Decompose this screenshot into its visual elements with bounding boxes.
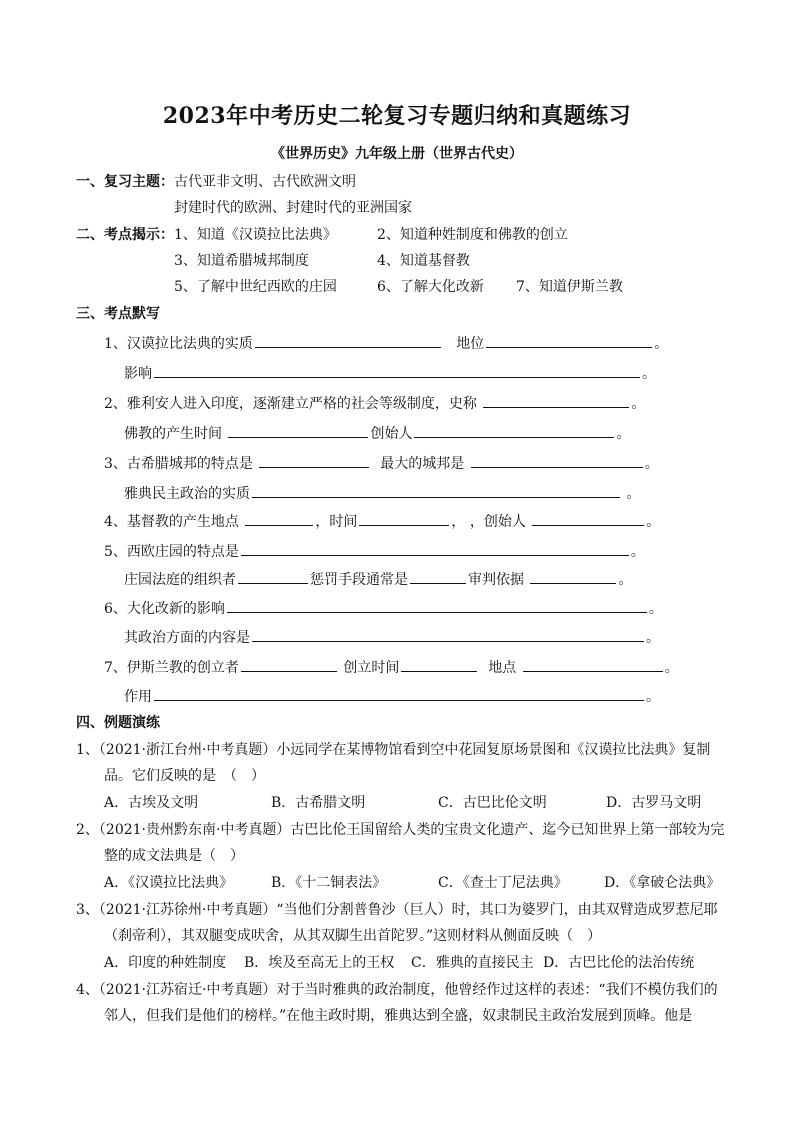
question-3-line-2: （刹帝利），其双腿变成吠舍，从其双脚生出首陀罗。”这则材料从侧面反映（ ） xyxy=(104,928,602,944)
blank-field[interactable] xyxy=(471,453,643,468)
fill-q5-line-1: 5、西欧庄园的特点是 。 xyxy=(104,541,645,562)
question-2-option-d[interactable]: D．《拿破仑法典》 xyxy=(604,875,721,891)
blank-field[interactable] xyxy=(532,511,644,526)
section-4-heading: 四、例题演练 xyxy=(76,715,160,731)
question-3-option-b[interactable]: B．埃及至高无上的王权 xyxy=(244,955,395,971)
fill-q5-line-2: 庄园法庭的组织者 惩罚手段通常是 审判依据 。 xyxy=(124,569,632,590)
question-1-option-c[interactable]: C．古巴比伦文明 xyxy=(438,795,547,811)
question-3-option-a[interactable]: A．印度的种姓制度 xyxy=(104,955,227,971)
blank-field[interactable] xyxy=(530,569,616,584)
question-1-line-2: 品。它们反映的是 （ ） xyxy=(104,768,265,784)
blank-field[interactable] xyxy=(241,657,337,672)
section-3-heading: 三、考点默写 xyxy=(76,306,160,322)
question-2-line-1: 2、（2021·贵州黔东南·中考真题）古巴比伦王国留给人类的宝贵文化遗产、迄今已知世界上第一部较为完 xyxy=(76,822,725,838)
blank-field[interactable] xyxy=(245,511,313,526)
question-1-option-d[interactable]: D．古罗马文明 xyxy=(606,795,702,811)
fill-q1-line-2: 影响 。 xyxy=(124,363,656,384)
page-title: 2023年中考历史二轮复习专题归纳和真题练习 xyxy=(162,103,632,129)
blank-field[interactable] xyxy=(401,657,477,672)
point-6: 6、了解大化改新 xyxy=(377,279,484,295)
blank-field[interactable] xyxy=(154,686,644,701)
section-1-line-1 xyxy=(76,172,356,192)
fill-q6-line-1: 6、大化改新的影响 。 xyxy=(104,598,663,619)
fill-q2-line-1: 2、雅利安人进入印度，逐渐建立严格的社会等级制度，史称 。 xyxy=(104,393,645,414)
fill-q3-line-2: 雅典民主政治的实质 。 xyxy=(124,483,640,504)
question-2-line-2: 整的成文法典是（ ） xyxy=(104,848,244,864)
fill-q1-line-1: 1、汉谟拉比法典的实质 地位 。 xyxy=(104,333,668,354)
blank-field[interactable] xyxy=(414,423,614,438)
question-4-line-2: 邻人，但我们是他们的榜样。”在他主政时期，雅典达到全盛，奴隶制民主政治发展到顶峰。他是 xyxy=(104,1008,693,1024)
question-4-line-1: 4、（2021·江苏宿迁·中考真题）对于当时雅典的政治制度，他曾经作过这样的表述：“我们不模仿我们的 xyxy=(76,982,718,998)
section-1-heading: 一、复习主题： xyxy=(76,174,174,190)
blank-field[interactable] xyxy=(523,657,663,672)
page-subtitle: 《世界历史》九年级上册（世界古代史） xyxy=(271,146,523,162)
blank-field[interactable] xyxy=(359,511,449,526)
section-2-heading: 二、考点揭示： xyxy=(76,227,174,243)
blank-field[interactable] xyxy=(483,393,629,408)
point-5: 5、了解中世纪西欧的庄园 xyxy=(174,279,337,295)
section-1-text-2: 封建时代的欧洲、封建时代的亚洲国家 xyxy=(174,200,412,216)
question-3-option-c[interactable]: C．雅典的直接民主 xyxy=(411,955,534,971)
section-2-line-1 xyxy=(76,225,337,245)
blank-field[interactable] xyxy=(227,598,647,613)
blank-field[interactable] xyxy=(154,363,640,378)
fill-q6-line-2: 其政治方面的内容是 。 xyxy=(124,627,660,648)
point-3: 3、知道希腊城邦制度 xyxy=(174,253,309,269)
question-2-option-b[interactable]: B．《十二铜表法》 xyxy=(271,875,387,891)
question-2-option-a[interactable]: A．《汉谟拉比法典》 xyxy=(104,875,234,891)
point-7: 7、知道伊斯兰教 xyxy=(516,279,623,295)
blank-field[interactable] xyxy=(252,483,620,498)
question-1-option-a[interactable]: A．古埃及文明 xyxy=(104,795,199,811)
blank-field[interactable] xyxy=(252,627,644,642)
question-3-option-d[interactable]: D．古巴比伦的法治传统 xyxy=(543,955,695,971)
question-1-line-1: 1、（2021·浙江台州·中考真题）小远同学在某博物馆看到空中花园复原场景图和《汉谟拉比法典》复制 xyxy=(76,742,711,758)
point-4: 4、知道基督教 xyxy=(377,253,470,269)
blank-field[interactable] xyxy=(241,541,629,556)
blank-field[interactable] xyxy=(255,333,441,348)
point-2: 2、知道种姓制度和佛教的创立 xyxy=(377,227,568,243)
fill-q7-line-1: 7、伊斯兰教的创立者 创立时间 地点 。 xyxy=(104,657,679,678)
blank-field[interactable] xyxy=(228,423,368,438)
fill-q2-line-2: 佛教的产生时间 创始人 。 xyxy=(124,423,630,444)
blank-field[interactable] xyxy=(486,333,652,348)
fill-q7-line-2: 作用 。 xyxy=(124,686,660,707)
section-1-text-1: 古代亚非文明、古代欧洲文明 xyxy=(174,174,356,190)
question-1-option-b[interactable]: B．古希腊文明 xyxy=(271,795,366,811)
point-1: 1、知道《汉谟拉比法典》 xyxy=(174,227,337,243)
blank-field[interactable] xyxy=(259,453,369,468)
fill-q3-line-1: 3、古希腊城邦的特点是 最大的城邦是 。 xyxy=(104,453,659,474)
fill-q4: 4、基督教的产生地点 ，时间 ， ，创始人 。 xyxy=(104,511,660,532)
blank-field[interactable] xyxy=(410,569,466,584)
question-2-option-c[interactable]: C．《查士丁尼法典》 xyxy=(438,875,568,891)
blank-field[interactable] xyxy=(238,569,308,584)
question-3-line-1: 3、（2021·江苏徐州·中考真题）“当他们分割普鲁沙（巨人）时，其口为婆罗门，由其双臂造成罗惹尼耶 xyxy=(76,902,718,918)
